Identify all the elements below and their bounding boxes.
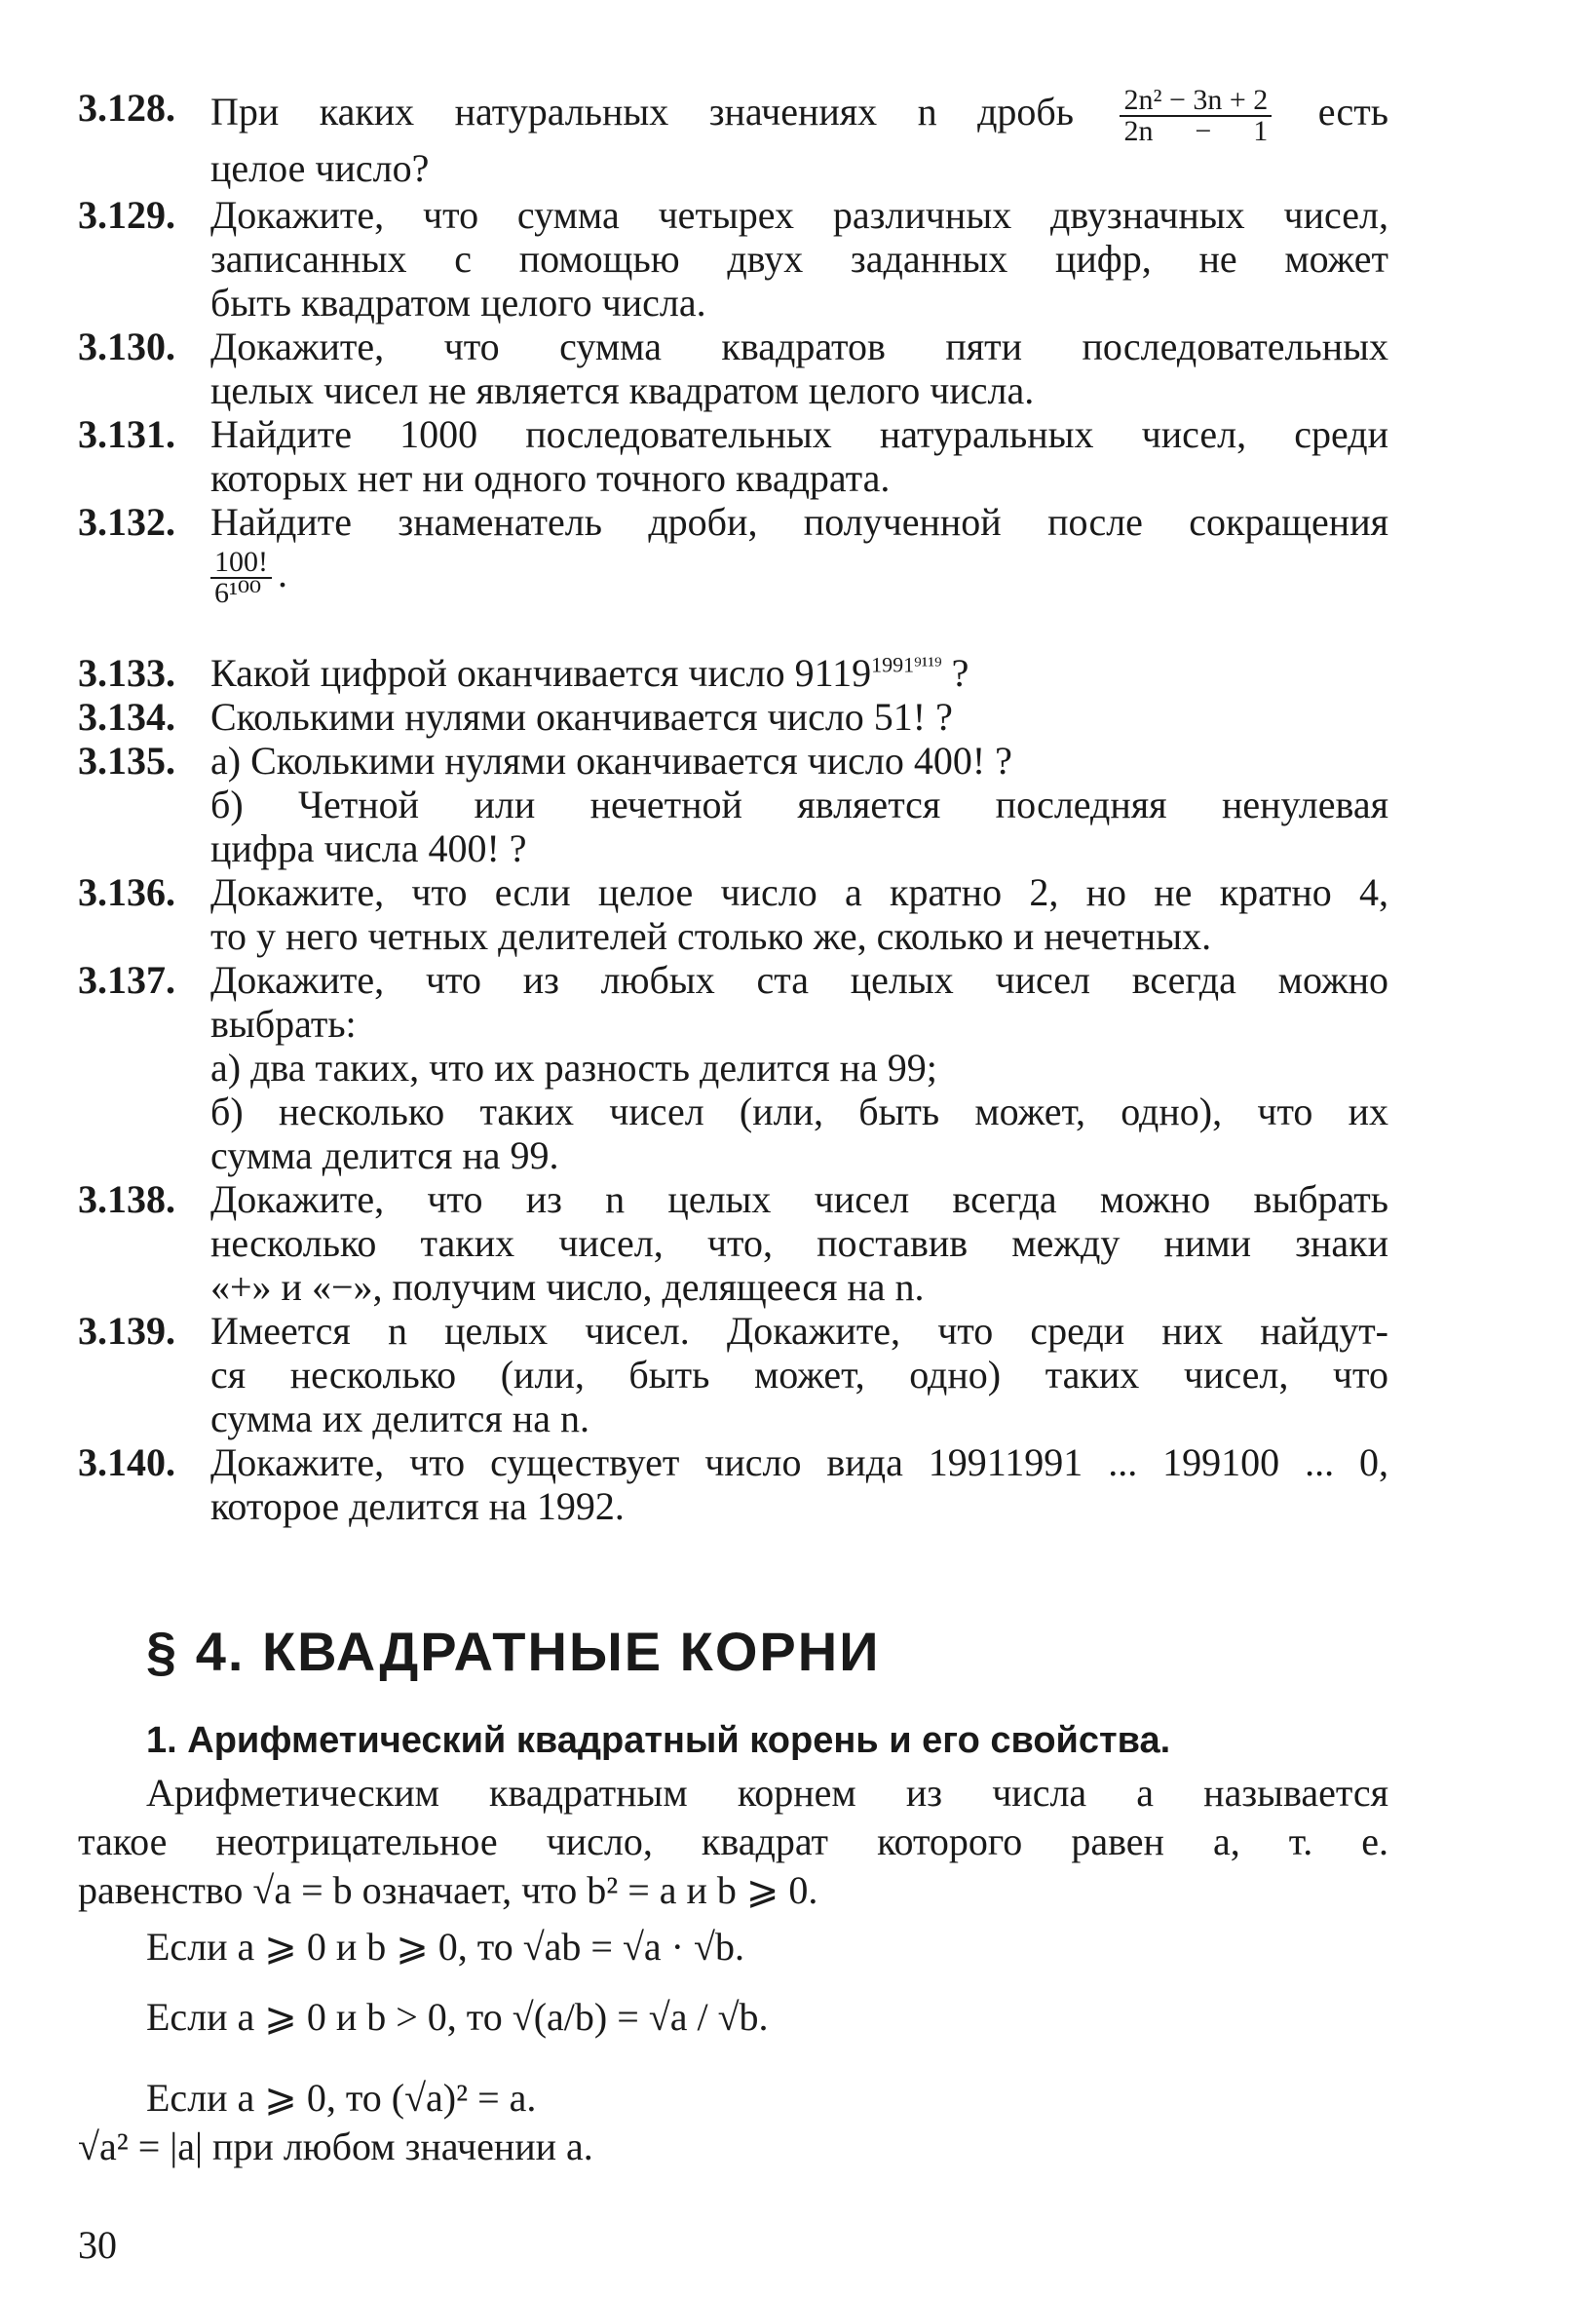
problem-text-line: б) несколько таких чисел (или, быть может, одно), что их: [210, 1090, 1388, 1133]
problem-number: 3.138.: [78, 1177, 175, 1221]
problem-number: 3.139.: [78, 1309, 175, 1353]
problem-text-line: [210, 651, 1388, 695]
problem-text-line: б) Четной или нечетной является последняя ненулевая: [210, 783, 1388, 826]
problem-text-line: Докажите, что существует число вида 19911991 ... 199100 ... 0,: [210, 1440, 1388, 1484]
problem-number: 3.130.: [78, 325, 175, 368]
fraction-numerator: 2n² − 3n + 2: [1120, 86, 1272, 117]
problem-text-line: то у него четных делителей столько же, сколько и нечетных.: [210, 914, 1212, 958]
problem-text-line: сумма их делится на n.: [210, 1397, 589, 1440]
fraction-denominator: 2n − 1: [1123, 115, 1269, 147]
problem-number: 3.135.: [78, 739, 175, 783]
problem-text-line: Докажите, что сумма четырех различных двузначных чисел,: [210, 193, 1388, 237]
problem-text-line: Найдите 1000 последовательных натуральных чисел, среди: [210, 412, 1388, 456]
problem-3-129: [78, 193, 1388, 325]
page-number: 30: [78, 2223, 117, 2267]
problem-text-line: Сколькими нулями оканчивается число 51! ?: [210, 695, 953, 739]
problem-text-line: Имеется n целых чисел. Докажите, что среди них найдут-: [210, 1309, 1388, 1353]
problem-3-140: [78, 1440, 1388, 1528]
property-quotient: [78, 1993, 1457, 2042]
problem-text: есть: [1317, 90, 1388, 134]
problem-number: 3.132.: [78, 500, 175, 544]
problem-text-line: [210, 86, 1388, 146]
problem-3-128: [78, 86, 1388, 190]
problem-number: 3.140.: [78, 1440, 175, 1484]
problem-text-line: «+» и «−», получим число, делящееся на n.: [210, 1265, 925, 1309]
problem-number: 3.129.: [78, 193, 175, 237]
fraction-numerator: 100!: [210, 548, 272, 579]
problem-text-line: цифра числа 400! ?: [210, 826, 527, 870]
problem-text: ?: [941, 651, 969, 695]
problem-number: 3.134.: [78, 695, 175, 739]
definition-paragraph: [78, 1769, 1388, 1915]
fraction: [1120, 86, 1272, 146]
problem-text-line: а) два таких, что их разность делится на 99;: [210, 1046, 937, 1090]
problem-text-line: записанных с помощью двух заданных цифр, не может: [210, 237, 1388, 281]
property-text: Если a ⩾ 0 и b ⩾ 0, то √ab = √a · √b.: [146, 1925, 744, 1969]
fraction-denominator: 6¹⁰⁰: [214, 577, 262, 609]
definition-line: равенство √a = b означает, что b² = a и b ⩾ 0.: [78, 1868, 818, 1912]
problem-number: 3.136.: [78, 870, 175, 914]
problem-text-line: Докажите, что сумма квадратов пяти последовательных: [210, 325, 1388, 368]
problem-number: 3.137.: [78, 958, 175, 1002]
problem-text-line: выбрать:: [210, 1002, 357, 1046]
problem-3-138: [78, 1177, 1388, 1309]
problem-number: 3.133.: [78, 651, 175, 695]
problem-number: 3.131.: [78, 412, 175, 456]
problem-text: .: [278, 552, 287, 596]
section-heading: § 4. КВАДРАТНЫЕ КОРНИ: [146, 1621, 881, 1682]
problem-text-line: целое число?: [210, 146, 430, 190]
subsection-heading: 1. Арифметический квадратный корень и его свойства.: [146, 1720, 1171, 1761]
problem-text: При каких натуральных значениях n дробь: [210, 90, 1075, 134]
problem-text-line: сумма делится на 99.: [210, 1133, 559, 1177]
problem-text-line: целых чисел не является квадратом целого числа.: [210, 368, 1035, 412]
problem-3-137: [78, 958, 1388, 1177]
problem-3-131: [78, 412, 1388, 500]
property-text: √a² = |a| при любом значении a.: [78, 2125, 593, 2168]
problem-3-132: [78, 500, 1388, 608]
problem-text-line: быть квадратом целого числа.: [210, 281, 706, 325]
problem-text-line: Докажите, что из n целых чисел всегда можно выбрать: [210, 1177, 1388, 1221]
property-product: [78, 1923, 1457, 1972]
property-abs: [78, 2123, 1388, 2171]
problem-3-135: [78, 739, 1388, 870]
problem-3-134: [78, 695, 1388, 739]
problem-3-133: [78, 651, 1388, 695]
property-square: [78, 2074, 1457, 2123]
problem-number: 3.128.: [78, 86, 175, 130]
problem-text-line: которое делится на 1992.: [210, 1484, 625, 1528]
problem-text-line: [210, 548, 1388, 608]
problem-text: Какой цифрой оканчивается число 9119: [210, 651, 872, 695]
property-text: Если a ⩾ 0 и b > 0, то √(a/b) = √a / √b.: [146, 1995, 769, 2039]
property-text: Если a ⩾ 0, то (√a)² = a.: [146, 2076, 537, 2120]
problem-text-line: несколько таких чисел, что, поставив между ними знаки: [210, 1221, 1388, 1265]
problem-text-line: ся несколько (или, быть может, одно) таких чисел, что: [210, 1353, 1388, 1397]
problem-3-136: [78, 870, 1388, 958]
problem-text-line: которых нет ни одного точного квадрата.: [210, 456, 891, 500]
definition-line: Арифметическим квадратным корнем из числа a называется: [146, 1771, 1388, 1815]
problem-text-line: Найдите знаменатель дроби, полученной после сокращения: [210, 500, 1388, 544]
problem-3-130: [78, 325, 1388, 412]
problem-text-line: Докажите, что из любых ста целых чисел всегда можно: [210, 958, 1388, 1002]
fraction: [210, 548, 272, 608]
problem-text-line: Докажите, что если целое число a кратно 2, но не кратно 4,: [210, 870, 1388, 914]
definition-line: такое неотрицательное число, квадрат которого равен a, т. е.: [78, 1819, 1388, 1863]
problem-3-139: [78, 1309, 1388, 1440]
exponent: 1991⁹¹¹⁹: [871, 652, 942, 677]
problem-text-line: а) Сколькими нулями оканчивается число 400! ?: [210, 739, 1012, 783]
